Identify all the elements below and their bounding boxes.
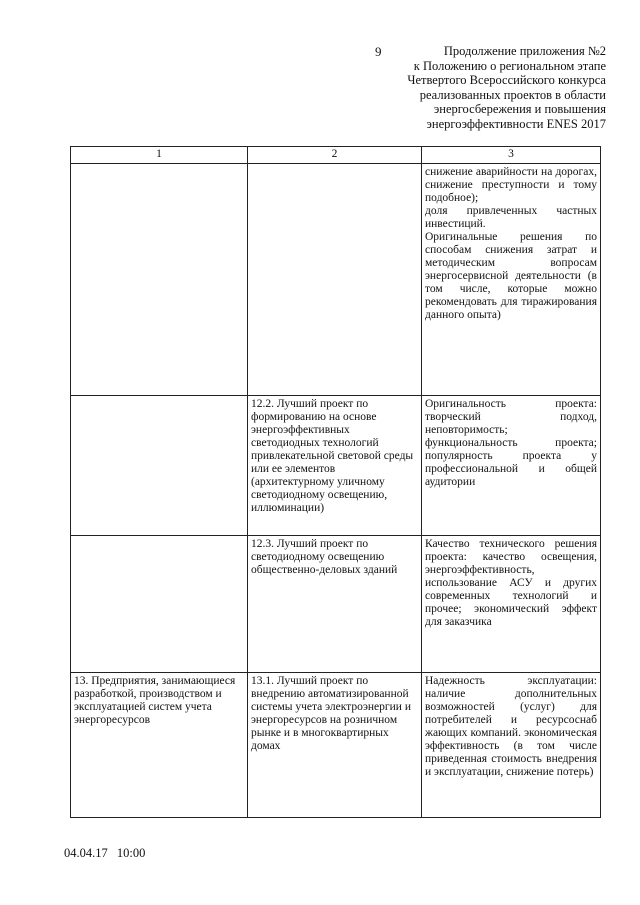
cell-text: Оригинальность проекта: творческий подход, неповторимость; функциональность проекта; популярность проекта у профессиональной и общей аудитории bbox=[425, 398, 597, 488]
appendix-header bbox=[366, 44, 606, 131]
cell-text: 12.3. Лучший проект по светодиодному освещению общественно-деловых зданий bbox=[251, 538, 398, 576]
table-cell bbox=[248, 396, 422, 536]
table-cell bbox=[248, 673, 422, 818]
table-cell bbox=[248, 536, 422, 673]
cell-text: 13.1. Лучший проект по внедрению автоматизированной системы учета электроэнергии и энергоресурсов на розничном рынке и в многоквартирных домах bbox=[251, 675, 411, 752]
column-header: 3 bbox=[422, 147, 601, 164]
header-line: Продолжение приложения №2 bbox=[443, 44, 606, 58]
header-line: к Положению о региональном этапе bbox=[413, 58, 606, 73]
table-cell bbox=[422, 673, 601, 818]
column-header: 2 bbox=[248, 147, 422, 164]
cell-text: Оригинальные решения по способам снижения затрат и методическим вопросам энергосервисной деятельности (в том числе, которые можно рекомендовать для тиражирования данного опыта) bbox=[425, 231, 597, 321]
table-cell bbox=[71, 536, 248, 673]
table-row bbox=[71, 536, 601, 673]
table-cell bbox=[422, 396, 601, 536]
table-cell bbox=[71, 673, 248, 818]
table-cell bbox=[422, 164, 601, 396]
cell-text: Качество технического решения проекта: качество освещения, энергоэффективность, использование АСУ и других современных технологий и прочее; экономический эффект для заказчика bbox=[425, 538, 597, 628]
table-cell bbox=[422, 536, 601, 673]
cell-text: снижение аварийности на дорогах, снижение преступности и тому подобное); bbox=[425, 166, 597, 204]
page-number: 9 bbox=[375, 44, 382, 59]
header-line: Четвертого Всероссийского конкурса bbox=[407, 73, 606, 87]
header-line: реализованных проектов в области bbox=[419, 87, 606, 102]
table-cell bbox=[248, 164, 422, 396]
cell-text: доля привлеченных частных инвестиций. bbox=[425, 205, 597, 230]
table-header-row bbox=[71, 147, 601, 164]
header-line: энергосбережения и повышения bbox=[433, 102, 606, 116]
print-timestamp: 04.04.17 10:00 bbox=[64, 846, 146, 860]
table-row bbox=[71, 164, 601, 396]
table-row bbox=[71, 396, 601, 536]
table-cell bbox=[71, 396, 248, 536]
table-cell bbox=[71, 164, 248, 396]
column-header: 1 bbox=[71, 147, 248, 164]
header-line: энергоэффективности ENES 2017 bbox=[426, 116, 606, 131]
criteria-table bbox=[70, 146, 601, 818]
table-row bbox=[71, 673, 601, 818]
cell-text: Надежность эксплуатации: наличие дополнительных возможностей (услуг) для потребителей и ресурсоснаб жающих компаний. экономическая эффективность (в том числе приведенная стоимость внедрения и эксплуатации, снижение потерь) bbox=[425, 675, 597, 778]
cell-text: 12.2. Лучший проект по формированию на основе энергоэффективных светодиодных технологий привлекательной световой среды или ее элементов (архитектурному уличному светодиодному освещению, иллюминации) bbox=[251, 398, 414, 514]
cell-text: 13. Предприятия, занимающиеся разработкой, производством и эксплуатацией систем учета энергоресурсов bbox=[74, 675, 236, 726]
